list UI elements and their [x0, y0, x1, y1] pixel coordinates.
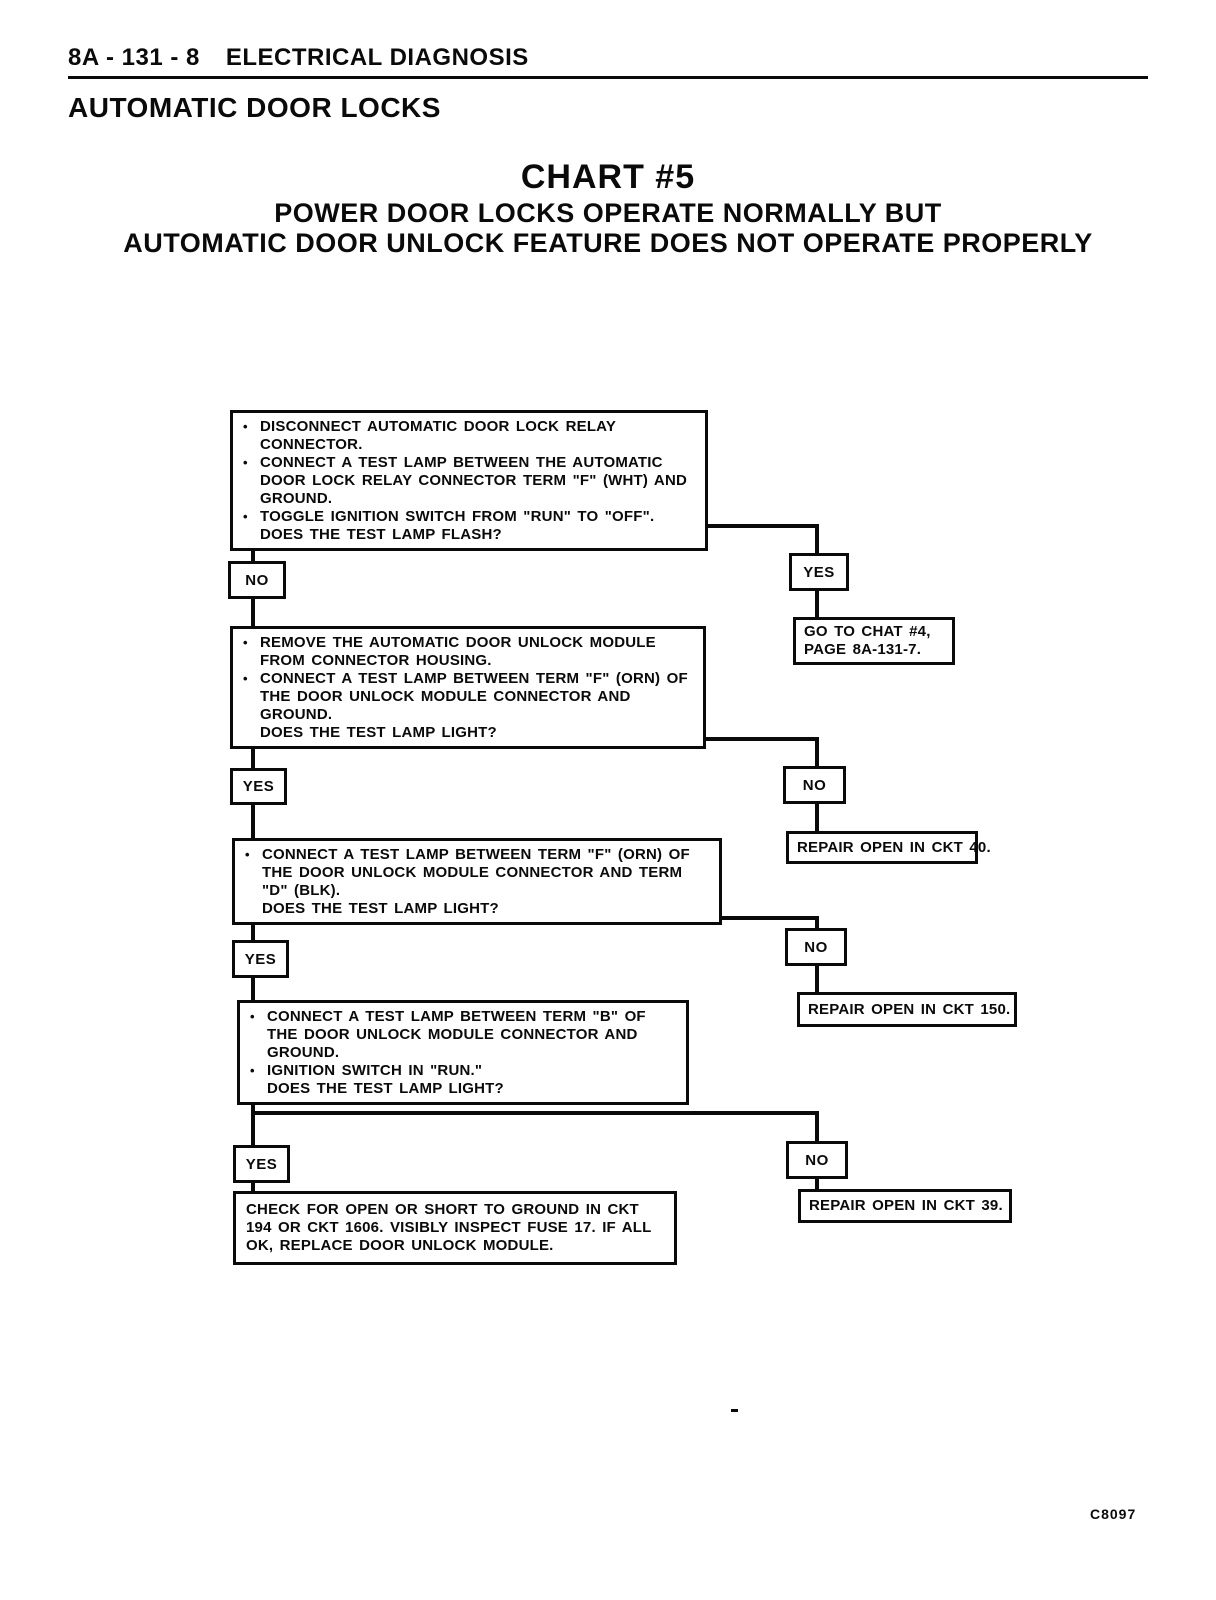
step4-yes-box: YES	[233, 1145, 290, 1183]
step1-bullet-1	[243, 418, 695, 454]
page-number: 8A - 131 - 8	[68, 44, 200, 71]
bullet-icon: •	[245, 847, 250, 862]
step4-bullet-1	[250, 1008, 676, 1062]
final-action-box: CHECK FOR OPEN OR SHORT TO GROUND IN CKT 194 OR CKT 1606. VISIBLY INSPECT FUSE 17. IF ALL OK, REPLACE DOOR UNLOCK MODULE.	[233, 1191, 677, 1265]
chart-subtitle-line1: POWER DOOR LOCKS OPERATE NORMALLY BUT	[274, 198, 942, 228]
step3-no-result-box: REPAIR OPEN IN CKT 150.	[797, 992, 1017, 1027]
step2-box	[230, 626, 706, 749]
step2-no-result-box: REPAIR OPEN IN CKT 40.	[786, 831, 978, 864]
step2-bullet-1-text: REMOVE THE AUTOMATIC DOOR UNLOCK MODULE FROM CONNECTOR HOUSING.	[260, 634, 656, 669]
step1-no-box: NO	[228, 561, 286, 599]
bullet-icon: •	[243, 671, 248, 686]
step4-bullet-2	[250, 1062, 676, 1080]
bullet-icon: •	[243, 635, 248, 650]
bullet-icon: •	[243, 509, 248, 524]
bullet-icon: •	[243, 419, 248, 434]
chart-subtitle-line2: AUTOMATIC DOOR UNLOCK FEATURE DOES NOT OPERATE PROPERLY	[123, 228, 1093, 258]
step1-question: DOES THE TEST LAMP FLASH?	[260, 526, 502, 543]
step1-box	[230, 410, 708, 551]
step1-yes-result-box	[793, 617, 955, 665]
step1-bullet-2	[243, 454, 695, 508]
step3-question: DOES THE TEST LAMP LIGHT?	[262, 900, 499, 917]
goto-chart-line1: GO TO CHAT #4,	[804, 623, 931, 640]
step4-bullet-2-text: IGNITION SWITCH IN "RUN."	[267, 1062, 483, 1079]
step4-question: DOES THE TEST LAMP LIGHT?	[267, 1080, 504, 1097]
step1-bullet-1-text: DISCONNECT AUTOMATIC DOOR LOCK RELAY CONNECTOR.	[260, 418, 616, 453]
step1-bullet-3-text: TOGGLE IGNITION SWITCH FROM "RUN" TO "OFF".	[260, 508, 655, 525]
step3-yes-box: YES	[232, 940, 289, 978]
connector-step4-branch	[251, 1111, 819, 1115]
header-rule	[68, 76, 1148, 79]
step2-bullet-2-text: CONNECT A TEST LAMP BETWEEN TERM "F" (ORN) OF THE DOOR UNLOCK MODULE CONNECTOR AND GROUND.	[260, 670, 688, 723]
scan-artifact	[731, 1409, 738, 1412]
section-title: ELECTRICAL DIAGNOSIS	[225, 44, 529, 71]
page-header	[68, 44, 529, 72]
step4-no-result-box: REPAIR OPEN IN CKT 39.	[798, 1189, 1012, 1223]
step2-no-box: NO	[783, 766, 846, 804]
bullet-icon: •	[250, 1063, 255, 1078]
subsection-title: AUTOMATIC DOOR LOCKS	[68, 92, 441, 123]
bullet-icon: •	[243, 455, 248, 470]
step3-bullet-1-text: CONNECT A TEST LAMP BETWEEN TERM "F" (ORN) OF THE DOOR UNLOCK MODULE CONNECTOR AND TERM "D" (BLK).	[262, 846, 690, 899]
step4-box	[237, 1000, 689, 1105]
step2-yes-box: YES	[230, 768, 287, 805]
step2-bullet-2	[243, 670, 693, 724]
step1-yes-box: YES	[789, 553, 849, 591]
step3-no-box: NO	[785, 928, 847, 966]
step1-bullet-2-text: CONNECT A TEST LAMP BETWEEN THE AUTOMATIC DOOR LOCK RELAY CONNECTOR TERM "F" (WHT) AND GROUND.	[260, 454, 688, 507]
step3-bullet-1	[245, 846, 709, 900]
step4-no-box: NO	[786, 1141, 848, 1179]
goto-chart-line2: PAGE 8A-131-7.	[804, 641, 922, 658]
figure-code: C8097	[1090, 1506, 1137, 1522]
step2-question: DOES THE TEST LAMP LIGHT?	[260, 724, 497, 741]
chart-title: CHART #5	[520, 158, 696, 196]
step2-bullet-1	[243, 634, 693, 670]
step4-bullet-1-text: CONNECT A TEST LAMP BETWEEN TERM "B" OF THE DOOR UNLOCK MODULE CONNECTOR AND GROUND.	[267, 1008, 646, 1061]
step1-bullet-3	[243, 508, 695, 526]
bullet-icon: •	[250, 1009, 255, 1024]
step3-box	[232, 838, 722, 925]
